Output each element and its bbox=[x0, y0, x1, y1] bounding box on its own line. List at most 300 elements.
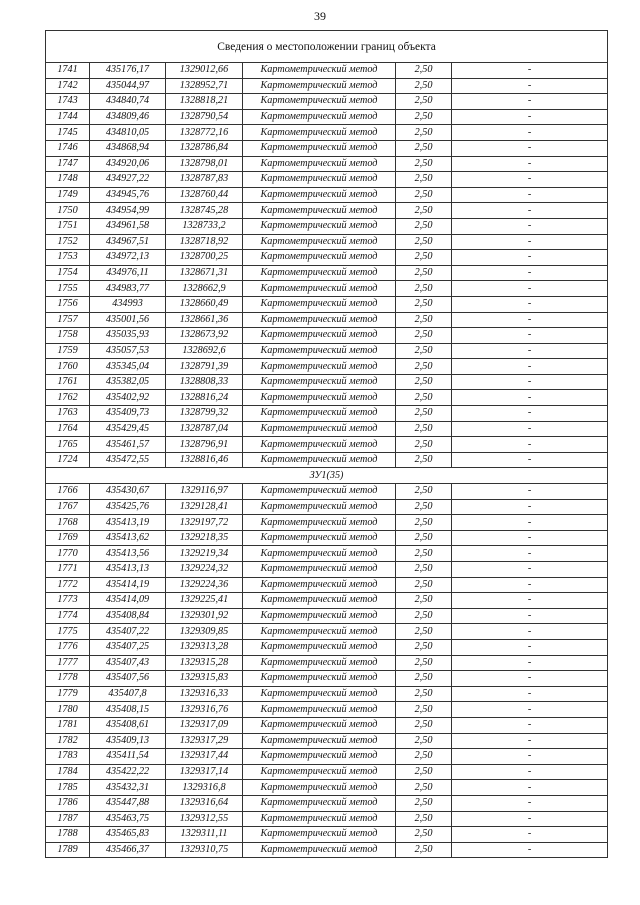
x-coordinate-cell: 435407,43 bbox=[90, 655, 166, 671]
precision-cell: 2,50 bbox=[396, 733, 452, 749]
table-row bbox=[46, 281, 608, 297]
method-cell: Картометрический метод bbox=[243, 515, 396, 531]
description-cell: - bbox=[452, 655, 608, 671]
x-coordinate-cell: 435447,88 bbox=[90, 795, 166, 811]
method-cell: Картометрический метод bbox=[243, 390, 396, 406]
description-cell: - bbox=[452, 296, 608, 312]
boundary-coordinates-table bbox=[45, 30, 608, 858]
table-row bbox=[46, 717, 608, 733]
table-row bbox=[46, 78, 608, 94]
description-cell: - bbox=[452, 452, 608, 468]
x-coordinate-cell: 435044,97 bbox=[90, 78, 166, 94]
point-number-cell: 1765 bbox=[46, 437, 90, 453]
point-number-cell: 1787 bbox=[46, 811, 90, 827]
table-row bbox=[46, 63, 608, 79]
y-coordinate-cell: 1328760,44 bbox=[166, 187, 243, 203]
point-number-cell: 1756 bbox=[46, 296, 90, 312]
precision-cell: 2,50 bbox=[396, 172, 452, 188]
x-coordinate-cell: 435414,19 bbox=[90, 577, 166, 593]
y-coordinate-cell: 1328818,21 bbox=[166, 94, 243, 110]
description-cell: - bbox=[452, 577, 608, 593]
point-number-cell: 1759 bbox=[46, 343, 90, 359]
method-cell: Картометрический метод bbox=[243, 109, 396, 125]
precision-cell: 2,50 bbox=[396, 265, 452, 281]
method-cell: Картометрический метод bbox=[243, 125, 396, 141]
precision-cell: 2,50 bbox=[396, 484, 452, 500]
description-cell: - bbox=[452, 359, 608, 375]
y-coordinate-cell: 1328718,92 bbox=[166, 234, 243, 250]
point-number-cell: 1770 bbox=[46, 546, 90, 562]
point-number-cell: 1769 bbox=[46, 530, 90, 546]
precision-cell: 2,50 bbox=[396, 312, 452, 328]
x-coordinate-cell: 435408,61 bbox=[90, 717, 166, 733]
description-cell: - bbox=[452, 390, 608, 406]
method-cell: Картометрический метод bbox=[243, 406, 396, 422]
y-coordinate-cell: 1328790,54 bbox=[166, 109, 243, 125]
x-coordinate-cell: 435408,15 bbox=[90, 702, 166, 718]
y-coordinate-cell: 1329310,75 bbox=[166, 842, 243, 858]
table-row bbox=[46, 764, 608, 780]
table-row bbox=[46, 374, 608, 390]
method-cell: Картометрический метод bbox=[243, 265, 396, 281]
x-coordinate-cell: 435409,73 bbox=[90, 406, 166, 422]
x-coordinate-cell: 434868,94 bbox=[90, 140, 166, 156]
point-number-cell: 1757 bbox=[46, 312, 90, 328]
precision-cell: 2,50 bbox=[396, 795, 452, 811]
method-cell: Картометрический метод bbox=[243, 296, 396, 312]
description-cell: - bbox=[452, 733, 608, 749]
method-cell: Картометрический метод bbox=[243, 499, 396, 515]
precision-cell: 2,50 bbox=[396, 515, 452, 531]
y-coordinate-cell: 1329219,34 bbox=[166, 546, 243, 562]
precision-cell: 2,50 bbox=[396, 546, 452, 562]
table-row bbox=[46, 639, 608, 655]
x-coordinate-cell: 435466,37 bbox=[90, 842, 166, 858]
method-cell: Картометрический метод bbox=[243, 234, 396, 250]
table-row bbox=[46, 452, 608, 468]
precision-cell: 2,50 bbox=[396, 109, 452, 125]
table-row bbox=[46, 328, 608, 344]
x-coordinate-cell: 435425,76 bbox=[90, 499, 166, 515]
x-coordinate-cell: 434961,58 bbox=[90, 218, 166, 234]
table-row bbox=[46, 484, 608, 500]
point-number-cell: 1755 bbox=[46, 281, 90, 297]
precision-cell: 2,50 bbox=[396, 328, 452, 344]
point-number-cell: 1749 bbox=[46, 187, 90, 203]
point-number-cell: 1762 bbox=[46, 390, 90, 406]
table-row bbox=[46, 780, 608, 796]
description-cell: - bbox=[452, 406, 608, 422]
point-number-cell: 1784 bbox=[46, 764, 90, 780]
table-row bbox=[46, 795, 608, 811]
method-cell: Картометрический метод bbox=[243, 218, 396, 234]
x-coordinate-cell: 435413,56 bbox=[90, 546, 166, 562]
x-coordinate-cell: 435407,8 bbox=[90, 686, 166, 702]
table-row bbox=[46, 218, 608, 234]
point-number-cell: 1744 bbox=[46, 109, 90, 125]
description-cell: - bbox=[452, 702, 608, 718]
table-row bbox=[46, 140, 608, 156]
description-cell: - bbox=[452, 187, 608, 203]
table-row bbox=[46, 733, 608, 749]
table-row bbox=[46, 562, 608, 578]
precision-cell: 2,50 bbox=[396, 717, 452, 733]
point-number-cell: 1788 bbox=[46, 827, 90, 843]
table-row bbox=[46, 265, 608, 281]
x-coordinate-cell: 435463,75 bbox=[90, 811, 166, 827]
method-cell: Картометрический метод bbox=[243, 780, 396, 796]
y-coordinate-cell: 1329317,09 bbox=[166, 717, 243, 733]
x-coordinate-cell: 435413,62 bbox=[90, 530, 166, 546]
method-cell: Картометрический метод bbox=[243, 593, 396, 609]
precision-cell: 2,50 bbox=[396, 577, 452, 593]
table-row bbox=[46, 827, 608, 843]
precision-cell: 2,50 bbox=[396, 811, 452, 827]
table-row bbox=[46, 156, 608, 172]
table-row bbox=[46, 359, 608, 375]
description-cell: - bbox=[452, 265, 608, 281]
description-cell: - bbox=[452, 530, 608, 546]
point-number-cell: 1742 bbox=[46, 78, 90, 94]
x-coordinate-cell: 435407,56 bbox=[90, 671, 166, 687]
method-cell: Картометрический метод bbox=[243, 172, 396, 188]
y-coordinate-cell: 1329301,92 bbox=[166, 608, 243, 624]
point-number-cell: 1750 bbox=[46, 203, 90, 219]
description-cell: - bbox=[452, 328, 608, 344]
description-cell: - bbox=[452, 546, 608, 562]
method-cell: Картометрический метод bbox=[243, 78, 396, 94]
method-cell: Картометрический метод bbox=[243, 187, 396, 203]
method-cell: Картометрический метод bbox=[243, 733, 396, 749]
description-cell: - bbox=[452, 515, 608, 531]
x-coordinate-cell: 435465,83 bbox=[90, 827, 166, 843]
description-cell: - bbox=[452, 218, 608, 234]
precision-cell: 2,50 bbox=[396, 63, 452, 79]
precision-cell: 2,50 bbox=[396, 296, 452, 312]
table-row bbox=[46, 109, 608, 125]
description-cell: - bbox=[452, 499, 608, 515]
point-number-cell: 1746 bbox=[46, 140, 90, 156]
point-number-cell: 1779 bbox=[46, 686, 90, 702]
table-row bbox=[46, 296, 608, 312]
table-row bbox=[46, 702, 608, 718]
table-row bbox=[46, 811, 608, 827]
method-cell: Картометрический метод bbox=[243, 203, 396, 219]
precision-cell: 2,50 bbox=[396, 250, 452, 266]
x-coordinate-cell: 434927,22 bbox=[90, 172, 166, 188]
description-cell: - bbox=[452, 140, 608, 156]
method-cell: Картометрический метод bbox=[243, 343, 396, 359]
x-coordinate-cell: 435035,93 bbox=[90, 328, 166, 344]
x-coordinate-cell: 434976,11 bbox=[90, 265, 166, 281]
point-number-cell: 1751 bbox=[46, 218, 90, 234]
precision-cell: 2,50 bbox=[396, 639, 452, 655]
point-number-cell: 1754 bbox=[46, 265, 90, 281]
method-cell: Картометрический метод bbox=[243, 577, 396, 593]
table-row bbox=[46, 312, 608, 328]
y-coordinate-cell: 1328816,24 bbox=[166, 390, 243, 406]
x-coordinate-cell: 435001,56 bbox=[90, 312, 166, 328]
table-row bbox=[46, 842, 608, 858]
y-coordinate-cell: 1329309,85 bbox=[166, 624, 243, 640]
precision-cell: 2,50 bbox=[396, 359, 452, 375]
method-cell: Картометрический метод bbox=[243, 437, 396, 453]
x-coordinate-cell: 434945,76 bbox=[90, 187, 166, 203]
description-cell: - bbox=[452, 686, 608, 702]
method-cell: Картометрический метод bbox=[243, 827, 396, 843]
y-coordinate-cell: 1328799,32 bbox=[166, 406, 243, 422]
precision-cell: 2,50 bbox=[396, 452, 452, 468]
precision-cell: 2,50 bbox=[396, 343, 452, 359]
description-cell: - bbox=[452, 374, 608, 390]
point-number-cell: 1782 bbox=[46, 733, 90, 749]
point-number-cell: 1776 bbox=[46, 639, 90, 655]
x-coordinate-cell: 434983,77 bbox=[90, 281, 166, 297]
description-cell: - bbox=[452, 343, 608, 359]
table-row bbox=[46, 655, 608, 671]
method-cell: Картометрический метод bbox=[243, 562, 396, 578]
description-cell: - bbox=[452, 484, 608, 500]
x-coordinate-cell: 435411,54 bbox=[90, 749, 166, 765]
point-number-cell: 1781 bbox=[46, 717, 90, 733]
point-number-cell: 1780 bbox=[46, 702, 90, 718]
x-coordinate-cell: 435422,22 bbox=[90, 764, 166, 780]
method-cell: Картометрический метод bbox=[243, 530, 396, 546]
description-cell: - bbox=[452, 125, 608, 141]
section-row bbox=[46, 468, 608, 484]
table-row bbox=[46, 390, 608, 406]
method-cell: Картометрический метод bbox=[243, 639, 396, 655]
y-coordinate-cell: 1328952,71 bbox=[166, 78, 243, 94]
precision-cell: 2,50 bbox=[396, 671, 452, 687]
precision-cell: 2,50 bbox=[396, 281, 452, 297]
table-row bbox=[46, 593, 608, 609]
point-number-cell: 1771 bbox=[46, 562, 90, 578]
y-coordinate-cell: 1328671,31 bbox=[166, 265, 243, 281]
x-coordinate-cell: 435461,57 bbox=[90, 437, 166, 453]
method-cell: Картометрический метод bbox=[243, 374, 396, 390]
x-coordinate-cell: 435430,67 bbox=[90, 484, 166, 500]
y-coordinate-cell: 1329317,29 bbox=[166, 733, 243, 749]
method-cell: Картометрический метод bbox=[243, 795, 396, 811]
precision-cell: 2,50 bbox=[396, 702, 452, 718]
description-cell: - bbox=[452, 281, 608, 297]
page-number: 39 bbox=[314, 9, 326, 23]
x-coordinate-cell: 435414,09 bbox=[90, 593, 166, 609]
description-cell: - bbox=[452, 421, 608, 437]
precision-cell: 2,50 bbox=[396, 406, 452, 422]
y-coordinate-cell: 1328673,92 bbox=[166, 328, 243, 344]
y-coordinate-cell: 1329116,97 bbox=[166, 484, 243, 500]
description-cell: - bbox=[452, 156, 608, 172]
y-coordinate-cell: 1328733,2 bbox=[166, 218, 243, 234]
method-cell: Картометрический метод bbox=[243, 281, 396, 297]
point-number-cell: 1758 bbox=[46, 328, 90, 344]
y-coordinate-cell: 1329313,28 bbox=[166, 639, 243, 655]
y-coordinate-cell: 1329225,41 bbox=[166, 593, 243, 609]
x-coordinate-cell: 435176,17 bbox=[90, 63, 166, 79]
point-number-cell: 1743 bbox=[46, 94, 90, 110]
x-coordinate-cell: 435382,05 bbox=[90, 374, 166, 390]
description-cell: - bbox=[452, 671, 608, 687]
y-coordinate-cell: 1329197,72 bbox=[166, 515, 243, 531]
table-row bbox=[46, 187, 608, 203]
description-cell: - bbox=[452, 795, 608, 811]
y-coordinate-cell: 1329315,28 bbox=[166, 655, 243, 671]
description-cell: - bbox=[452, 94, 608, 110]
description-cell: - bbox=[452, 172, 608, 188]
point-number-cell: 1745 bbox=[46, 125, 90, 141]
description-cell: - bbox=[452, 437, 608, 453]
description-cell: - bbox=[452, 764, 608, 780]
description-cell: - bbox=[452, 234, 608, 250]
precision-cell: 2,50 bbox=[396, 374, 452, 390]
table-title: Сведения о местоположении границ объекта bbox=[46, 31, 608, 63]
description-cell: - bbox=[452, 842, 608, 858]
y-coordinate-cell: 1329128,41 bbox=[166, 499, 243, 515]
method-cell: Картометрический метод bbox=[243, 452, 396, 468]
method-cell: Картометрический метод bbox=[243, 624, 396, 640]
table-row bbox=[46, 234, 608, 250]
table-row bbox=[46, 437, 608, 453]
y-coordinate-cell: 1329224,36 bbox=[166, 577, 243, 593]
point-number-cell: 1789 bbox=[46, 842, 90, 858]
method-cell: Картометрический метод bbox=[243, 421, 396, 437]
description-cell: - bbox=[452, 63, 608, 79]
precision-cell: 2,50 bbox=[396, 655, 452, 671]
table-row bbox=[46, 608, 608, 624]
description-cell: - bbox=[452, 78, 608, 94]
description-cell: - bbox=[452, 593, 608, 609]
table-title-row bbox=[46, 31, 608, 63]
precision-cell: 2,50 bbox=[396, 530, 452, 546]
y-coordinate-cell: 1328745,28 bbox=[166, 203, 243, 219]
y-coordinate-cell: 1329316,64 bbox=[166, 795, 243, 811]
table-row bbox=[46, 515, 608, 531]
precision-cell: 2,50 bbox=[396, 780, 452, 796]
description-cell: - bbox=[452, 717, 608, 733]
y-coordinate-cell: 1329316,33 bbox=[166, 686, 243, 702]
point-number-cell: 1777 bbox=[46, 655, 90, 671]
precision-cell: 2,50 bbox=[396, 749, 452, 765]
y-coordinate-cell: 1328808,33 bbox=[166, 374, 243, 390]
table-row bbox=[46, 671, 608, 687]
point-number-cell: 1772 bbox=[46, 577, 90, 593]
y-coordinate-cell: 1328791,39 bbox=[166, 359, 243, 375]
x-coordinate-cell: 435432,31 bbox=[90, 780, 166, 796]
description-cell: - bbox=[452, 109, 608, 125]
table-row bbox=[46, 125, 608, 141]
description-cell: - bbox=[452, 827, 608, 843]
x-coordinate-cell: 435413,13 bbox=[90, 562, 166, 578]
point-number-cell: 1768 bbox=[46, 515, 90, 531]
y-coordinate-cell: 1329224,32 bbox=[166, 562, 243, 578]
precision-cell: 2,50 bbox=[396, 390, 452, 406]
method-cell: Картометрический метод bbox=[243, 312, 396, 328]
point-number-cell: 1752 bbox=[46, 234, 90, 250]
point-number-cell: 1753 bbox=[46, 250, 90, 266]
point-number-cell: 1783 bbox=[46, 749, 90, 765]
x-coordinate-cell: 434920,06 bbox=[90, 156, 166, 172]
point-number-cell: 1774 bbox=[46, 608, 90, 624]
table-row bbox=[46, 686, 608, 702]
x-coordinate-cell: 435409,13 bbox=[90, 733, 166, 749]
y-coordinate-cell: 1329312,55 bbox=[166, 811, 243, 827]
description-cell: - bbox=[452, 203, 608, 219]
description-cell: - bbox=[452, 624, 608, 640]
x-coordinate-cell: 435408,84 bbox=[90, 608, 166, 624]
method-cell: Картометрический метод bbox=[243, 156, 396, 172]
precision-cell: 2,50 bbox=[396, 125, 452, 141]
precision-cell: 2,50 bbox=[396, 499, 452, 515]
precision-cell: 2,50 bbox=[396, 764, 452, 780]
table-row bbox=[46, 749, 608, 765]
method-cell: Картометрический метод bbox=[243, 546, 396, 562]
precision-cell: 2,50 bbox=[396, 421, 452, 437]
x-coordinate-cell: 434967,51 bbox=[90, 234, 166, 250]
method-cell: Картометрический метод bbox=[243, 94, 396, 110]
point-number-cell: 1773 bbox=[46, 593, 90, 609]
point-number-cell: 1767 bbox=[46, 499, 90, 515]
x-coordinate-cell: 435402,92 bbox=[90, 390, 166, 406]
method-cell: Картометрический метод bbox=[243, 717, 396, 733]
method-cell: Картометрический метод bbox=[243, 686, 396, 702]
point-number-cell: 1786 bbox=[46, 795, 90, 811]
method-cell: Картометрический метод bbox=[243, 328, 396, 344]
x-coordinate-cell: 435413,19 bbox=[90, 515, 166, 531]
y-coordinate-cell: 1328816,46 bbox=[166, 452, 243, 468]
precision-cell: 2,50 bbox=[396, 842, 452, 858]
method-cell: Картометрический метод bbox=[243, 702, 396, 718]
precision-cell: 2,50 bbox=[396, 187, 452, 203]
precision-cell: 2,50 bbox=[396, 686, 452, 702]
point-number-cell: 1766 bbox=[46, 484, 90, 500]
method-cell: Картометрический метод bbox=[243, 359, 396, 375]
precision-cell: 2,50 bbox=[396, 562, 452, 578]
method-cell: Картометрический метод bbox=[243, 250, 396, 266]
y-coordinate-cell: 1329012,66 bbox=[166, 63, 243, 79]
table-row bbox=[46, 546, 608, 562]
table-row bbox=[46, 94, 608, 110]
x-coordinate-cell: 434954,99 bbox=[90, 203, 166, 219]
y-coordinate-cell: 1329317,14 bbox=[166, 764, 243, 780]
y-coordinate-cell: 1328772,16 bbox=[166, 125, 243, 141]
y-coordinate-cell: 1329315,83 bbox=[166, 671, 243, 687]
precision-cell: 2,50 bbox=[396, 437, 452, 453]
point-number-cell: 1741 bbox=[46, 63, 90, 79]
precision-cell: 2,50 bbox=[396, 140, 452, 156]
y-coordinate-cell: 1329311,11 bbox=[166, 827, 243, 843]
point-number-cell: 1778 bbox=[46, 671, 90, 687]
method-cell: Картометрический метод bbox=[243, 608, 396, 624]
x-coordinate-cell: 434840,74 bbox=[90, 94, 166, 110]
method-cell: Картометрический метод bbox=[243, 484, 396, 500]
precision-cell: 2,50 bbox=[396, 94, 452, 110]
point-number-cell: 1724 bbox=[46, 452, 90, 468]
precision-cell: 2,50 bbox=[396, 593, 452, 609]
description-cell: - bbox=[452, 749, 608, 765]
x-coordinate-cell: 435472,55 bbox=[90, 452, 166, 468]
y-coordinate-cell: 1328787,83 bbox=[166, 172, 243, 188]
y-coordinate-cell: 1328796,91 bbox=[166, 437, 243, 453]
table-row bbox=[46, 172, 608, 188]
description-cell: - bbox=[452, 312, 608, 328]
y-coordinate-cell: 1328661,36 bbox=[166, 312, 243, 328]
y-coordinate-cell: 1328692,6 bbox=[166, 343, 243, 359]
table-row bbox=[46, 406, 608, 422]
table-row bbox=[46, 250, 608, 266]
x-coordinate-cell: 434809,46 bbox=[90, 109, 166, 125]
